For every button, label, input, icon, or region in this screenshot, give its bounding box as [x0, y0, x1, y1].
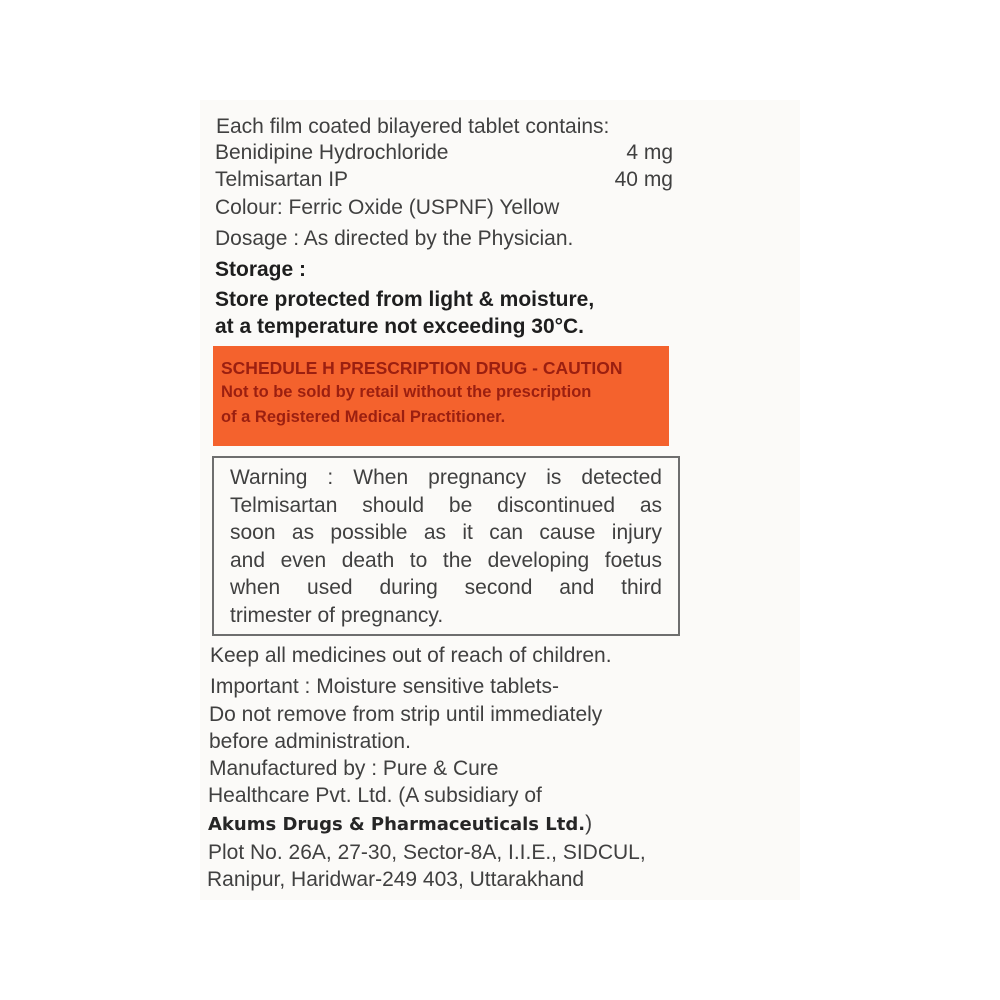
warning-line: Telmisartan should be discontinued as — [230, 493, 662, 517]
dosage-text: Dosage : As directed by the Physician. — [215, 227, 574, 250]
warning-line: soon as possible as it can cause injury — [230, 521, 662, 544]
colour-text: Colour: Ferric Oxide (USPNF) Yellow — [215, 196, 560, 219]
address-line: Ranipur, Haridwar-249 403, Uttarakhand — [207, 868, 585, 891]
ingredient-row-telmisartan — [215, 167, 673, 193]
parent-company-name: Akums Drugs & Pharmaceuticals Ltd. — [208, 814, 586, 835]
keep-away-text: Keep all medicines out of reach of children. — [210, 644, 612, 667]
manufacturer-line: Manufactured by : Pure & Cure — [209, 757, 499, 780]
manufacturer-line: Healthcare Pvt. Ltd. (A subsidiary of — [208, 784, 542, 807]
composition-heading: Each film coated bilayered tablet contains: — [216, 115, 610, 138]
ingredient-row-benidipine — [215, 140, 673, 166]
schedule-h-caution-box — [213, 346, 669, 446]
important-line: Important : Moisture sensitive tablets- — [210, 675, 559, 698]
parent-company-line — [208, 811, 592, 838]
ingredient-name: Benidipine Hydrochloride — [215, 141, 449, 164]
schedule-h-heading: SCHEDULE H PRESCRIPTION DRUG - CAUTION — [221, 358, 623, 378]
warning-line: Warning : When pregnancy is detected — [230, 466, 662, 489]
storage-line: at a temperature not exceeding 30°C. — [215, 315, 585, 338]
ingredient-amount: 4 mg — [626, 141, 673, 164]
important-line: Do not remove from strip until immediately — [209, 703, 603, 726]
warning-line: trimester of pregnancy. — [230, 603, 444, 627]
ingredient-name: Telmisartan IP — [215, 168, 349, 191]
address-line: Plot No. 26A, 27-30, Sector-8A, I.I.E., SIDCUL, — [208, 841, 646, 864]
schedule-h-line: of a Registered Medical Practitioner. — [221, 408, 506, 426]
warning-line: when used during second and third — [230, 576, 662, 599]
important-line: before administration. — [209, 730, 411, 753]
warning-line: and even death to the developing foetus — [230, 548, 662, 572]
storage-heading: Storage : — [215, 258, 307, 281]
storage-line: Store protected from light & moisture, — [215, 288, 595, 311]
schedule-h-line: Not to be sold by retail without the prescription — [221, 383, 592, 401]
ingredient-amount: 40 mg — [614, 168, 673, 191]
pregnancy-warning-box — [212, 456, 680, 636]
parent-company-suffix: ) — [585, 812, 593, 835]
